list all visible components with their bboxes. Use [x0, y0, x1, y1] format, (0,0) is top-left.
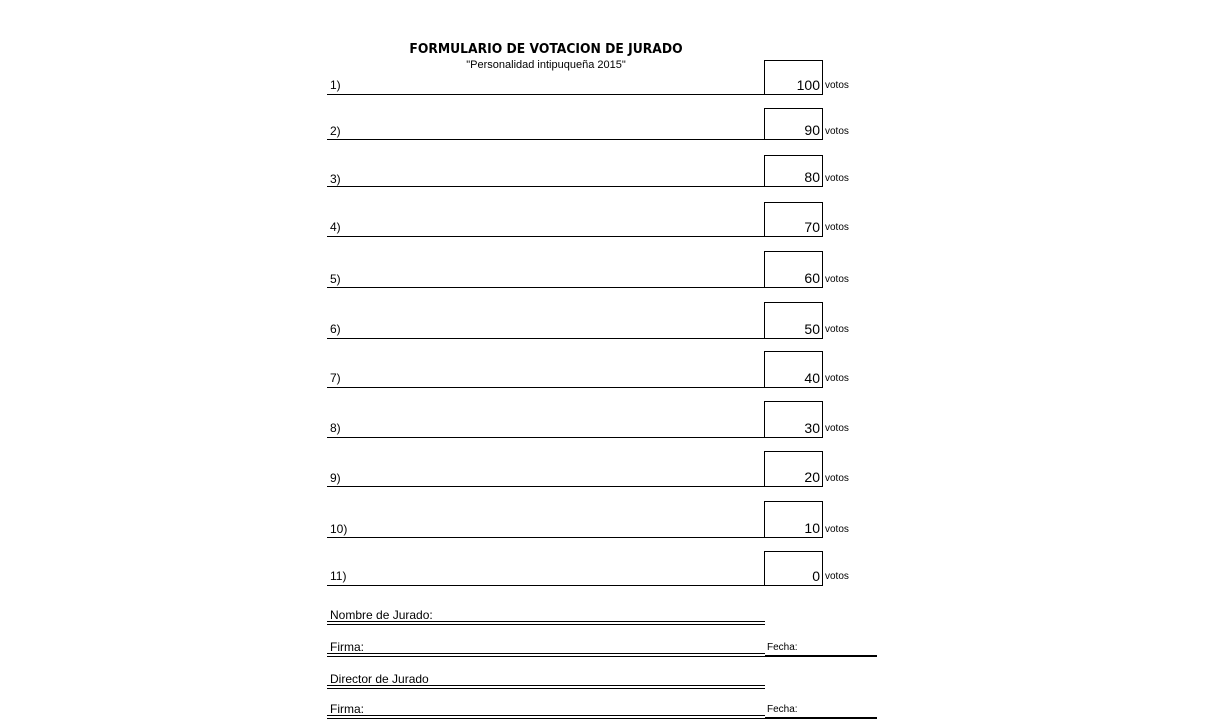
date-label-director: Fecha:	[767, 704, 798, 715]
votes-unit: votos	[825, 473, 849, 484]
candidate-name-line[interactable]	[327, 236, 765, 237]
jury-name-label: Nombre de Jurado:	[330, 608, 433, 622]
vote-value: 80	[804, 169, 820, 185]
vote-value: 30	[804, 420, 820, 436]
candidate-name-line[interactable]	[327, 537, 765, 538]
candidate-name-line[interactable]	[327, 585, 765, 586]
date-label: Fecha:	[767, 642, 798, 653]
votes-unit: votos	[825, 571, 849, 582]
vote-value: 50	[804, 321, 820, 337]
form-subtitle: "Personalidad intipuqueña 2015"	[466, 59, 626, 71]
vote-box	[764, 451, 823, 487]
candidate-number: 5)	[330, 272, 341, 286]
signature-line[interactable]	[327, 653, 765, 657]
candidate-name-line[interactable]	[327, 287, 765, 288]
vote-value: 100	[796, 77, 820, 93]
vote-value: 10	[804, 520, 820, 536]
candidate-name-line[interactable]	[327, 338, 765, 339]
director-label: Director de Jurado	[330, 672, 429, 686]
form-title: FORMULARIO DE VOTACION DE JURADO	[409, 42, 683, 57]
votes-unit: votos	[825, 324, 849, 335]
vote-value: 70	[804, 219, 820, 235]
candidate-number: 10)	[330, 522, 348, 536]
votes-unit: votos	[825, 373, 849, 384]
candidate-name-line[interactable]	[327, 437, 765, 438]
votes-unit: votos	[825, 80, 849, 91]
votes-unit: votos	[825, 274, 849, 285]
candidate-name-line[interactable]	[327, 139, 765, 140]
vote-box	[764, 251, 823, 288]
date-line[interactable]	[765, 655, 877, 657]
vote-value: 60	[804, 270, 820, 286]
votes-unit: votos	[825, 126, 849, 137]
vote-value: 40	[804, 370, 820, 386]
candidate-name-line[interactable]	[327, 186, 765, 187]
vote-box	[764, 551, 823, 586]
signature-line-director[interactable]	[327, 715, 765, 719]
vote-box	[764, 155, 823, 187]
vote-box	[764, 60, 823, 95]
votes-unit: votos	[825, 173, 849, 184]
vote-box	[764, 302, 823, 339]
candidate-number: 6)	[330, 322, 341, 336]
vote-value: 20	[804, 469, 820, 485]
candidate-name-line[interactable]	[327, 486, 765, 487]
candidate-number: 2)	[330, 124, 341, 138]
candidate-number: 4)	[330, 220, 341, 234]
vote-box	[764, 351, 823, 388]
candidate-number: 1)	[330, 78, 341, 92]
candidate-number: 3)	[330, 172, 341, 186]
candidate-name-line[interactable]	[327, 94, 765, 95]
candidate-number: 11)	[330, 569, 347, 583]
date-line-director[interactable]	[765, 717, 877, 719]
votes-unit: votos	[825, 222, 849, 233]
jury-name-line[interactable]	[327, 621, 765, 625]
vote-value: 90	[804, 122, 820, 138]
vote-value: 0	[812, 568, 820, 584]
vote-box	[764, 401, 823, 438]
candidate-number: 8)	[330, 421, 341, 435]
vote-box	[764, 501, 823, 538]
vote-box	[764, 108, 823, 140]
votes-unit: votos	[825, 524, 849, 535]
candidate-number: 9)	[330, 471, 341, 485]
director-line[interactable]	[327, 685, 765, 689]
candidate-name-line[interactable]	[327, 387, 765, 388]
candidate-number: 7)	[330, 371, 341, 385]
signature-label-director: Firma:	[330, 702, 364, 716]
signature-label: Firma:	[330, 640, 364, 654]
votes-unit: votos	[825, 423, 849, 434]
vote-box	[764, 202, 823, 237]
